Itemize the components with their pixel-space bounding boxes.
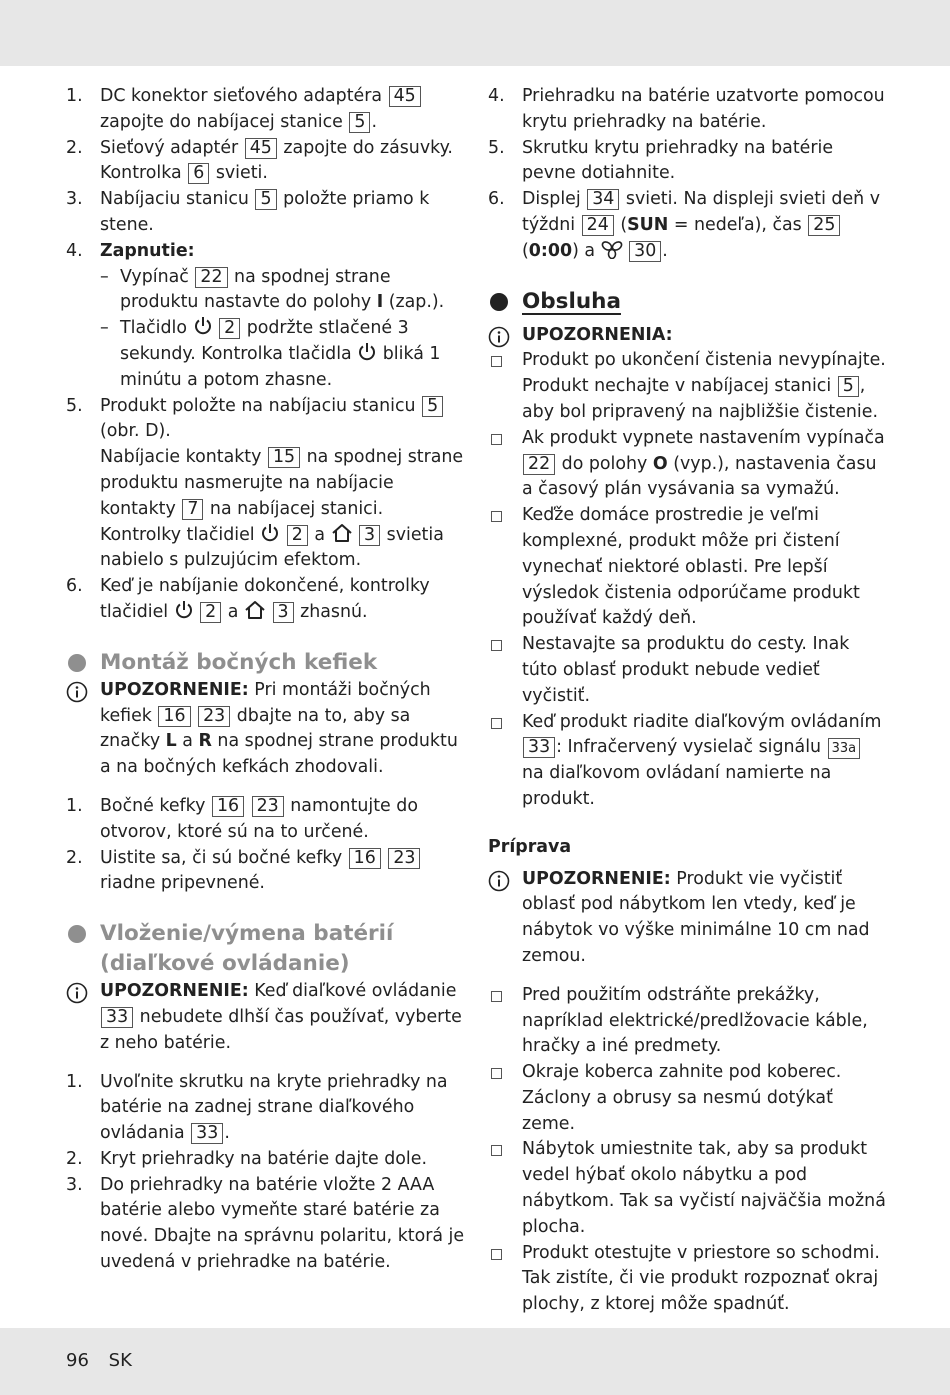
warning-text: Keďže domáce prostredie je veľmi komplexné, produkt môže pri čistení vynechať niektoré oblasti. Pre lepší výsledok čistenia odporúčame produkt používať každý deň. [522,505,860,629]
section-heading-side-brushes [66,648,466,678]
ref-box: 24 [582,215,614,236]
dash-item [100,265,466,317]
ref-box: 2 [219,318,240,339]
warning-item [488,710,888,813]
notice-text: nebudete dlhší čas používať, vyberte z neho batérie. [100,1006,462,1053]
checkbox-bullet [491,1145,502,1156]
info-icon [488,326,510,348]
step-text: = nedeľa), čas [673,214,802,235]
heading-text: Montáž bočných kefiek [100,649,378,675]
step-5 [66,394,466,575]
ref-box: 3 [273,602,294,623]
ref-box: 33a [828,738,861,759]
ref-box: 45 [389,86,421,107]
step-number: 4. [66,240,83,261]
page-number: 96 [66,1350,89,1371]
checkbox-bullet [491,1068,502,1079]
home-icon [331,523,353,543]
warning-text: do polohy [561,453,648,474]
checkbox-bullet [491,718,502,729]
step-number: 1. [66,1071,83,1092]
prep-item [488,1137,888,1240]
step-text: Produkt položte na nabíjaciu stanicu [100,395,416,416]
prep-item [488,1060,888,1137]
prep-text: Pred použitím odstráňte prekážky, napríklad elektrické/predlžovacie káble, hračky a iné predmety. [522,984,868,1057]
bullet-dot [490,293,508,311]
notice-text: Pri montáži bočných kefiek [100,679,431,726]
step-text: ( [620,214,628,235]
step-6 [66,574,466,626]
step-text: ( [522,240,529,261]
section-heading-batteries [66,919,466,979]
step-text: svietia nabielo s pulzujúcim efektom. [100,524,444,571]
checkbox-bullet [491,1249,502,1260]
step-text: Skrutku krytu priehradky na batérie pevne dotiahnite. [522,137,834,184]
ref-box: 16 [349,848,381,869]
info-icon [66,681,88,703]
ref-box: 6 [188,163,209,184]
ref-box: 5 [349,112,370,133]
mark-letter: L [165,731,177,752]
warning-text: Produkt po ukončení čistenia nevypínajte. Produkt nechajte v nabíjacej stanici [522,350,886,397]
step-text: Vypínač [120,266,189,287]
step-number: 6. [488,189,505,210]
step-number: 1. [66,86,83,106]
ref-box: 33 [523,737,555,758]
step-1 [66,84,466,136]
warnings-header [488,323,888,349]
info-icon [488,870,510,892]
step-number: 5. [488,137,505,158]
ref-box: 5 [255,189,276,210]
day-label: SUN [627,214,669,235]
left-column [66,84,466,1276]
step-text: na nabíjacej stanici. [209,498,384,519]
prep-item [488,1241,888,1318]
notice-text: dbajte na to, aby sa značky [100,705,411,752]
step-text: Do priehradky na batérie vložte 2 AAA batérie alebo vymeňte staré batérie za nové. Dbajte na správnu polaritu, ktorá je uvedená v priehradke na batérie. [100,1174,465,1273]
step-text: Kryt priehradky na batérie dajte dole. [100,1148,427,1169]
step-number: 2. [66,847,83,868]
step-text: (obr. D). [100,421,171,442]
ref-box: 5 [838,376,859,397]
step-text: Sieťový adaptér [100,137,239,158]
ref-box: 33 [101,1007,133,1028]
step-text: Priehradku na batérie uzatvorte pomocou krytu priehradky na batérie. [522,86,885,132]
checkbox-bullet [491,434,502,445]
step-text: a [314,524,325,545]
step-text: ) [572,240,579,261]
step-text: svieti. Na displeji svieti deň v týždni [522,189,881,235]
step-text: riadne pripevnené. [100,873,265,894]
battery-step-4 [488,84,888,136]
step-text: bliká 1 minútu a potom zhasne. [120,343,441,390]
step-text: zapojte do nabíjacej stanice [100,111,343,132]
prep-text: Produkt otestujte v priestore so schodmi. Tak zistíte, či vie produkt rozpoznať okraj plochy, z ktorej môže spadnúť. [522,1242,880,1315]
top-band [0,0,950,66]
step-number: 3. [66,189,83,210]
warning-item [488,348,888,425]
battery-step-1 [66,1070,466,1147]
step-text: zhasnú. [300,601,368,622]
ref-box: 34 [587,189,619,210]
ref-box: 5 [422,396,443,417]
ref-box: 25 [808,215,840,236]
step-number: 5. [66,395,83,416]
step-number: 4. [488,86,505,106]
brush-step-2 [66,846,466,898]
step-text: Kontrolky tlačidiel [100,524,255,545]
step-text: DC konektor sieťového adaptéra [100,86,383,106]
subheading-preparation: Príprava [488,836,572,857]
page-footer [66,1350,146,1371]
warning-text: (vyp.), nastavenia času a časový plán vysávania sa vymažú. [522,453,877,500]
step-text: . [662,240,668,261]
bullet-dot [68,925,86,943]
ref-box: 16 [212,796,244,817]
heading-text: Obsluha [522,288,621,314]
step-text: . [371,111,377,132]
notice-side-brushes [66,678,466,781]
warning-text: : Infračervený vysielač signálu [556,737,822,758]
notice-label: UPOZORNENIA: [522,324,673,345]
warning-text: , aby bol pripravený na najbližšie čistenie. [522,376,878,422]
power-icon [193,316,213,336]
position-symbol: I [376,292,384,313]
step-title: Zapnutie: [100,240,195,261]
prep-text: Nábytok umiestnite tak, aby sa produkt vedel hýbať okolo nábytku a pod nábytkom. Tak sa vyčistí najväčšia možná plocha. [522,1139,886,1237]
step-text: Tlačidlo [120,318,188,339]
checkbox-bullet [491,991,502,1002]
dash-item [100,316,466,393]
step-text: Uistite sa, či sú bočné kefky [100,847,343,868]
warning-item [488,632,888,709]
battery-step-2 [66,1147,466,1173]
ref-box: 3 [359,525,380,546]
heading-text: Vloženie/výmena batérií (diaľkové ovládanie) [100,921,394,977]
step-number: 2. [66,137,83,158]
ref-box: 15 [268,447,300,468]
mark-letter: R [198,731,212,752]
section-heading-operation [488,287,888,317]
ref-box: 23 [198,706,230,727]
ref-box: 16 [158,706,190,727]
power-icon [260,523,280,543]
step-text: položte priamo k stene. [100,189,430,235]
step-4 [66,239,466,394]
language-code: SK [108,1350,132,1371]
right-column [488,84,888,1318]
warning-item [488,426,888,503]
power-icon [357,342,377,362]
ref-box: 45 [245,138,277,159]
step-number: 1. [66,795,83,816]
ref-box: 2 [287,525,308,546]
checkbox-bullet [491,511,502,522]
warning-text: Keď produkt riadite diaľkovým ovládaním [522,711,882,732]
step-text: Nabíjaciu stanicu [100,189,249,210]
home-icon [244,600,266,620]
prep-text: Okraje koberca zahnite pod koberec. Záclony a obrusy sa nesmú dotýkať zeme. [522,1062,842,1134]
step-text: a [227,601,239,622]
warning-item [488,503,888,632]
notice-text: Produkt vie vyčistiť oblasť pod nábytkom len vtedy, keď je nábytok vo výške minimálne 10 cm nad zemou. [522,868,870,966]
ref-box: 22 [195,267,227,288]
step-text: namontujte do otvorov, ktoré sú na to určené. [100,795,418,842]
info-icon [66,982,88,1004]
step-text: (zap.). [388,292,445,313]
ref-box: 23 [252,796,284,817]
battery-step-5 [488,136,888,188]
brush-step-1 [66,794,466,846]
dash-mark: – [100,318,109,339]
step-text: na spodnej strane produktu nastavte do polohy [120,266,391,313]
notice-label: UPOZORNENIE: [100,679,249,700]
warning-text: Ak produkt vypnete nastavením vypínača [522,427,885,448]
ref-box: 33 [191,1123,223,1144]
power-icon [174,600,194,620]
notice-preparation [488,867,888,970]
ref-box: 7 [182,499,203,520]
fan-icon [601,239,623,259]
battery-step-6 [488,187,888,264]
step-3 [66,187,466,239]
battery-step-3 [66,1173,466,1276]
checkbox-bullet [491,640,502,651]
ref-box: 23 [388,848,420,869]
step-text: na spodnej strane produktu nasmerujte na nabíjacie kontakty [100,447,464,519]
step-paragraph [100,445,466,522]
step-number: 6. [66,576,83,597]
notice-text: na spodnej strane produktu a na bočných kefkách zhodovali. [100,731,458,778]
notice-batteries [66,979,466,1056]
bullet-dot [68,654,86,672]
step-text: Keď je nabíjanie dokončené, kontrolky tlačidiel [100,576,430,622]
step-paragraph [100,523,466,575]
step-number: 2. [66,1148,83,1169]
checkbox-bullet [491,356,502,367]
notice-text: Keď diaľkové ovládanie [254,981,457,1002]
notice-label: UPOZORNENIE: [100,981,249,1002]
position-symbol: O [652,453,668,474]
step-text: podržte stlačené 3 sekundy. Kontrolka tlačidla [120,318,409,364]
ref-box: 30 [629,241,661,262]
step-text: svieti. [215,163,268,184]
ref-box: 2 [200,602,221,623]
ref-box: 22 [523,454,555,475]
time-label: 0:00 [528,240,573,261]
dash-mark: – [100,266,109,287]
step-text: Bočné kefky [100,795,206,816]
step-text: Displej [522,189,581,210]
step-text: . [224,1123,230,1144]
warning-text: Nestavajte sa produktu do cesty. Inak túto oblasť produkt nebude vedieť vyčistiť. [522,634,850,706]
step-text: zapojte do zásuvky. Kontrolka [100,137,453,184]
step-text: Nabíjacie kontakty [100,447,262,468]
warning-text: na diaľkovom ovládaní namierte na produkt. [522,763,832,809]
step-2 [66,136,466,188]
step-text: a [584,240,596,261]
step-text: Uvoľnite skrutku na kryte priehradky na batérie na zadnej strane diaľkového ovládania [100,1071,448,1144]
notice-label: UPOZORNENIE: [522,868,671,889]
prep-item [488,983,888,1060]
notice-text: a [182,731,193,752]
step-number: 3. [66,1174,83,1195]
